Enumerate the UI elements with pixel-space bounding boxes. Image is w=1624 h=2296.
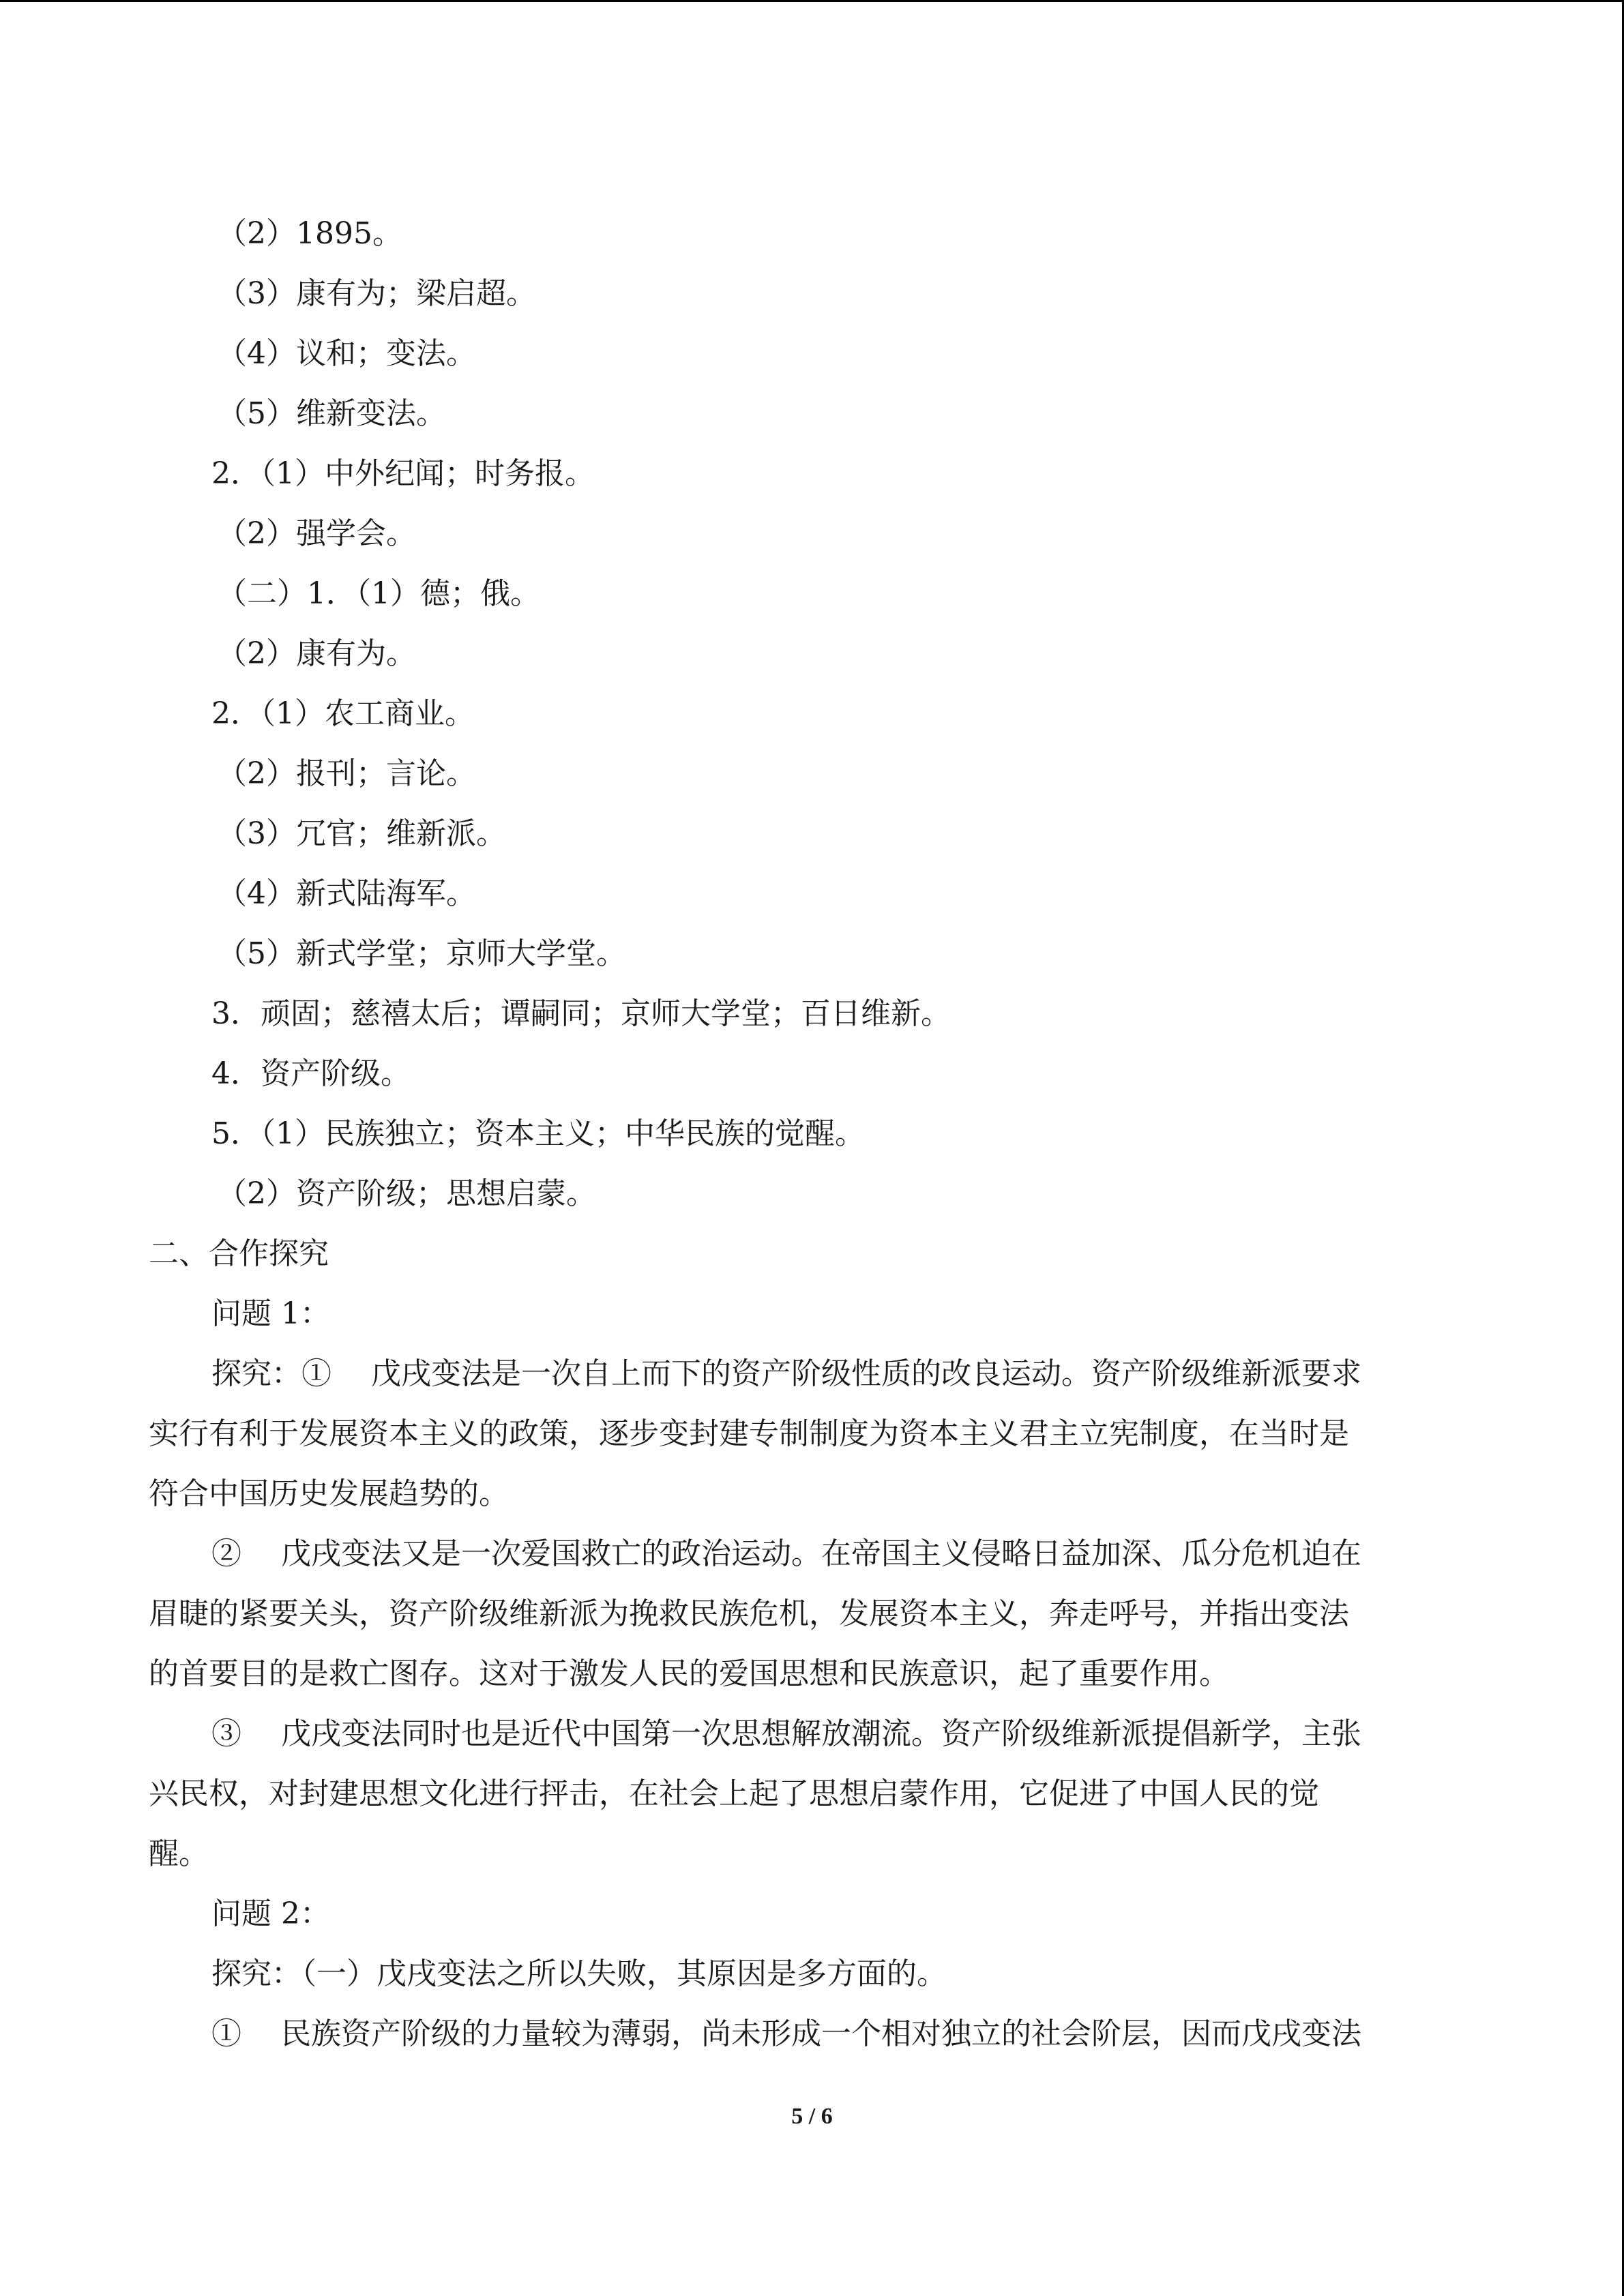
question-label: 问题 2： [211,1896,330,1931]
text-line: （5）维新变法。 [217,396,446,431]
text-line: 实行有利于发展资本主义的政策，逐步变封建专制制度为资本主义君主立宪制度，在当时是 [149,1416,1349,1451]
text-line: （2）资产阶级；思想启蒙。 [217,1176,596,1211]
text-line: 探究：① 戊戌变法是一次自上而下的资产阶级性质的改良运动。资产阶级维新派要求 [211,1356,1361,1391]
text-line: （4）议和；变法。 [217,336,476,371]
text-line: 3．顽固；慈禧太后；谭嗣同；京师大学堂；百日维新。 [211,996,951,1031]
text-line: （2）强学会。 [217,516,416,551]
text-line: （3）冗官；维新派。 [217,816,506,851]
text-line: （4）新式陆海军。 [217,876,476,911]
text-line: ③ 戊戌变法同时也是近代中国第一次思想解放潮流。资产阶级维新派提倡新学，主张 [211,1716,1361,1751]
text-line: （2）康有为。 [217,636,416,671]
text-line: （二）1．（1）德；俄。 [217,576,540,611]
text-line: ② 戊戌变法又是一次爱国救亡的政治运动。在帝国主义侵略日益加深、瓜分危机迫在 [211,1536,1361,1571]
text-line: 符合中国历史发展趋势的。 [149,1476,509,1511]
text-line: 探究：（一）戊戌变法之所以失败，其原因是多方面的。 [211,1956,947,1991]
text-line: ① 民族资产阶级的力量较为薄弱，尚未形成一个相对独立的社会阶层，因而戊戌变法 [211,2016,1361,2051]
page-number: 5 / 6 [791,2104,833,2129]
text-line: 的首要目的是救亡图存。这对于激发人民的爱国思想和民族意识，起了重要作用。 [149,1656,1229,1691]
page-border-top [0,0,1624,2]
text-line: 4．资产阶级。 [211,1056,411,1091]
text-line: （2）1895。 [217,216,402,251]
text-line: 2．（1）中外纪闻；时务报。 [211,456,595,491]
section-heading: 二、合作探究 [149,1236,329,1271]
question-label: 问题 1： [211,1296,330,1331]
text-line: 醒。 [149,1836,209,1871]
text-line: （5）新式学堂；京师大学堂。 [217,936,626,971]
text-line: （2）报刊；言论。 [217,756,476,791]
text-line: 兴民权，对封建思想文化进行抨击，在社会上起了思想启蒙作用，它促进了中国人民的觉 [149,1776,1319,1811]
text-line: 眉睫的紧要关头，资产阶级维新派为挽救民族危机，发展资本主义，奔走呼号，并指出变法 [149,1596,1349,1631]
text-line: （3）康有为；梁启超。 [217,276,536,311]
text-line: 5．（1）民族独立；资本主义；中华民族的觉醒。 [211,1116,865,1151]
text-line: 2．（1）农工商业。 [211,696,475,731]
